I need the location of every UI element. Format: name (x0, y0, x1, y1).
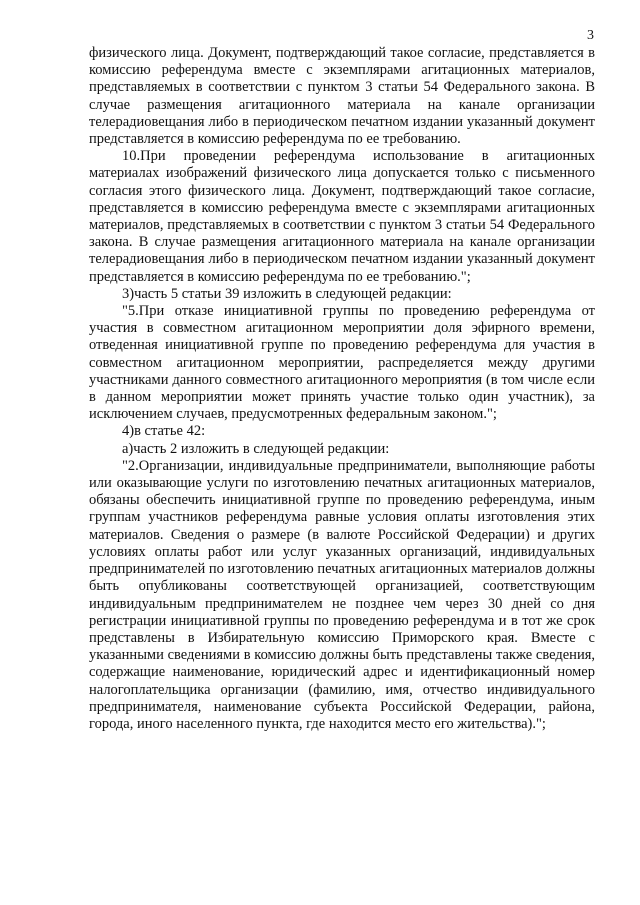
paragraph-part-2: "2.Организации, индивидуальные предприниматели, выполняющие работы или оказывающие услуги по изготовлению печатных агитационных материалов, обязаны обеспечить инициативной группе по проведению референдума, иным группам участников референдума равные условия оплаты изготовления этих материалов. Сведения о размере (в валюте Российской Федерации) и других условиях оплаты работ или услуг указанных организаций, индивидуальных предпринимателей по изготовлению печатных агитационных материалов должны быть опубликованы соответствующей организацией, соответствующим индивидуальным предпринимателем не позднее чем через 30 дней со дня регистрации инициативной группы по проведению референдума и в тот же срок представлены в Избирательную комиссию Приморского края. Вместе с указанными сведениями в комиссию должны быть представлены также сведения, содержащие наименование, юридический адрес и идентификационный номер налогоплательщика организации (фамилию, имя, отчество индивидуального предпринимателя, наименование субъекта Российской Федерации, района, города, иного населенного пункта, где находится место его жительства)."; (89, 457, 595, 732)
paragraph-item-10: 10.При проведении референдума использование в агитационных материалах изображений физического лица допускается только с письменного согласия этого физического лица. Документ, подтверждающий такое согласие, представляется в комиссию референдума вместе с экземплярами агитационных материалов, представляемых в соответствии с пунктом 3 статьи 54 Федерального закона. В случае размещения агитационного материала на канале организации телерадиовещания либо в периодическом печатном издании указанный документ представляется в комиссию референдума по ее требованию."; (89, 148, 595, 285)
paragraph-amendment-4: 4)в статье 42: (122, 423, 206, 440)
paragraph-amendment-3: 3)часть 5 статьи 39 изложить в следующей редакции: (122, 285, 452, 302)
paragraph-continuation: физического лица. Документ, подтверждающий такое согласие, представляется в комиссию референдума вместе с экземплярами агитационных материалов, представляемых в соответствии с пунктом 3 статьи 54 Федерального закона. В случае размещения агитационного материала на канале организации телерадиовещания либо в периодическом печатном издании указанный документ представляется в комиссию референдума по ее требованию. (89, 45, 595, 148)
document-body (89, 45, 595, 733)
paragraph-subitem-a: а)часть 2 изложить в следующей редакции: (122, 440, 390, 457)
page-number: 3 (587, 28, 594, 43)
paragraph-part-5: "5.При отказе инициативной группы по проведению референдума от участия в совместном агитационном мероприятии доля эфирного времени, отведенная инициативной группе по проведению референдума для участия в совместном агитационном мероприятии, распределяется между другими участниками данного совместного агитационного мероприятия (в том числе если в данном мероприятии может принять участие только один участник), за исключением случаев, предусмотренных федеральным законом."; (89, 303, 595, 423)
